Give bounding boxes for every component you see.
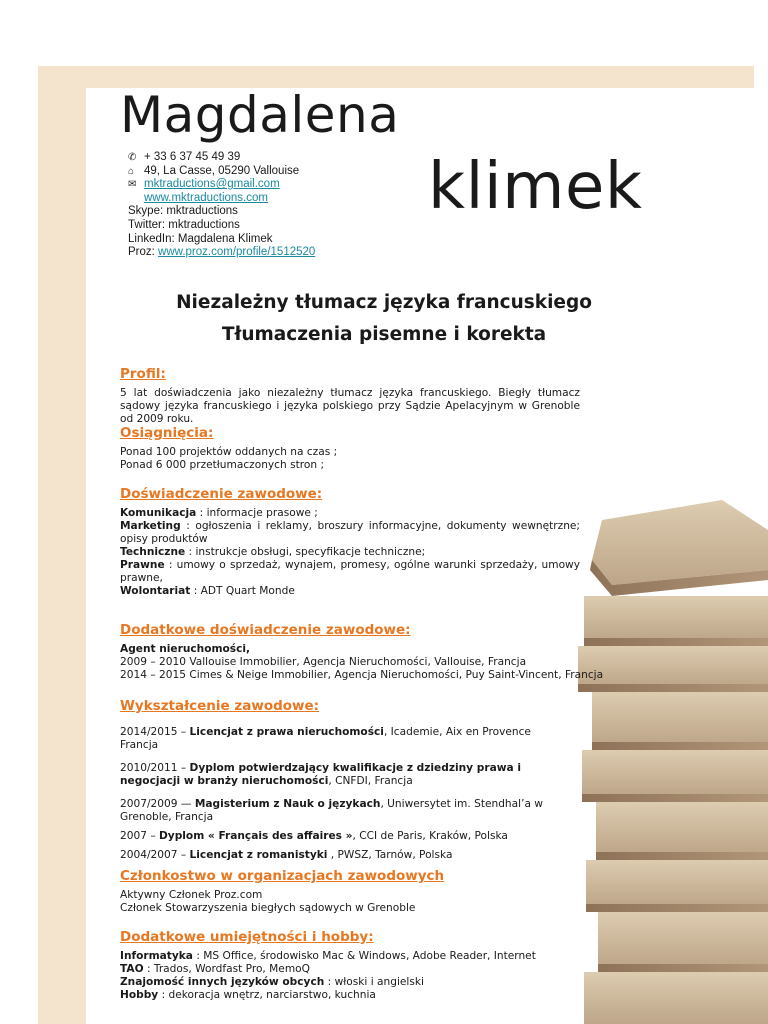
phone-icon: ✆ [128, 152, 137, 163]
phone-number: + 33 6 37 45 49 39 [144, 151, 241, 163]
list-item: 2010/2011 – Dyplom potwierdzający kwalifikacje z dziedziny prawa i negocjacji w branży nieruchomości, CNFDI, Francja [120, 762, 521, 787]
twitter-row: Twitter: mktraductions [128, 218, 240, 231]
proz-row [128, 246, 315, 260]
section-title: Wykształcenie zawodowe: [120, 698, 320, 714]
list-item: 2014/2015 – Licencjat z prawa nieruchomości, Icademie, Aix en Provence Francja [120, 726, 531, 751]
proz-label: Proz: [128, 246, 155, 259]
website-link[interactable]: www.mktraductions.com [144, 191, 268, 204]
address-icon: ⌂ [128, 165, 135, 177]
last-name: klimek [428, 150, 643, 224]
address: 49, La Casse, 05290 Vallouise [144, 164, 300, 177]
profil-text: 5 lat doświadczenia jako niezależny tłumacz języka francuskiego. Biegły tłumacz sądowy języka francuskiego i języka polskiego przy Sądzie Apelacyjnym w Grenoble od 2009 roku. [120, 387, 580, 425]
section-achievements [120, 425, 580, 472]
first-name: Magdalena [120, 86, 400, 144]
email-link[interactable]: mktraductions@gmail.com [144, 178, 280, 191]
section-title: Osiągnięcia: [120, 425, 214, 441]
skype-row: Skype: mktraductions [128, 205, 238, 218]
list-item: Znajomość innych języków obcych : włoski i angielski [120, 976, 424, 988]
section-title: Dodatkowe umiejętności i hobby: [120, 929, 374, 945]
section-title: Członkostwo w organizacjach zawodowych [120, 868, 445, 884]
website-row [128, 192, 315, 206]
section-title: Doświadczenie zawodowe: [120, 486, 323, 502]
list-item: TAO : Trados, Wordfast Pro, MemoQ [120, 963, 310, 975]
book-stack-image [572, 500, 768, 1024]
list-item: Ponad 6 000 przetłumaczonych stron ; [120, 459, 325, 471]
list-item: 2004/2007 – Licencjat z romanistyki , PWSZ, Tarnów, Polska [120, 849, 453, 861]
linkedin-row: LinkedIn: Magdalena Klimek [128, 232, 273, 245]
list-item: 2014 – 2015 Cimes & Neige Immobilier, Agencja Nieruchomości, Puy Saint-Vincent, Francja [120, 669, 604, 681]
list-item: Informatyka : MS Office, środowisko Mac & Windows, Adobe Reader, Internet [120, 950, 536, 962]
section-title: Profil: [120, 366, 166, 382]
phone-row [128, 151, 315, 165]
list-item: 2007/2009 — Magisterium z Nauk o językach, Uniwersytet im. Stendhal’a w Grenoble, Francja [120, 798, 543, 823]
list-item: 2007 – Dyplom « Français des affaires », CCI de Paris, Kraków, Polska [120, 830, 508, 842]
proz-link[interactable]: www.proz.com/profile/1512520 [158, 246, 316, 259]
list-item: Hobby : dekoracja wnętrz, narciarstwo, kuchnia [120, 989, 376, 1001]
subheading: Agent nieruchomości, [120, 643, 251, 655]
headline-title: Niezależny tłumacz języka francuskiego [176, 292, 592, 313]
email-row [128, 178, 315, 192]
list-item: Ponad 100 projektów oddanych na czas ; [120, 446, 338, 458]
list-item: Techniczne : instrukcje obsługi, specyfikacje techniczne; [120, 546, 426, 558]
section-education [120, 698, 565, 862]
section-membership [120, 868, 580, 915]
list-item: Wolontariat : ADT Quart Monde [120, 585, 295, 597]
list-item: Członek Stowarzyszenia biegłych sądowych w Grenoble [120, 902, 416, 914]
section-title: Dodatkowe doświadczenie zawodowe: [120, 622, 411, 638]
section-skills [120, 929, 580, 1002]
list-item: Komunikacja : informacje prasowe ; [120, 507, 318, 519]
list-item: Prawne : umowy o sprzedaż, wynajem, promesy, ogólne warunki sprzedaży, umowy prawne, [120, 559, 580, 584]
headline-subtitle: Tłumaczenia pisemne i korekta [221, 324, 547, 345]
envelope-icon: ✉ [128, 179, 137, 191]
section-experience [120, 486, 580, 598]
list-item: 2009 – 2010 Vallouise Immobilier, Agencja Nieruchomości, Vallouise, Francja [120, 656, 527, 668]
section-profil [120, 366, 580, 426]
address-row [128, 165, 315, 179]
section-additional-experience [120, 622, 620, 682]
list-item: Marketing : ogłoszenia i reklamy, broszury informacyjne, dokumenty wewnętrzne; opisy produktów [120, 520, 580, 545]
list-item: Aktywny Członek Proz.com [120, 889, 263, 901]
contact-block [128, 151, 315, 260]
